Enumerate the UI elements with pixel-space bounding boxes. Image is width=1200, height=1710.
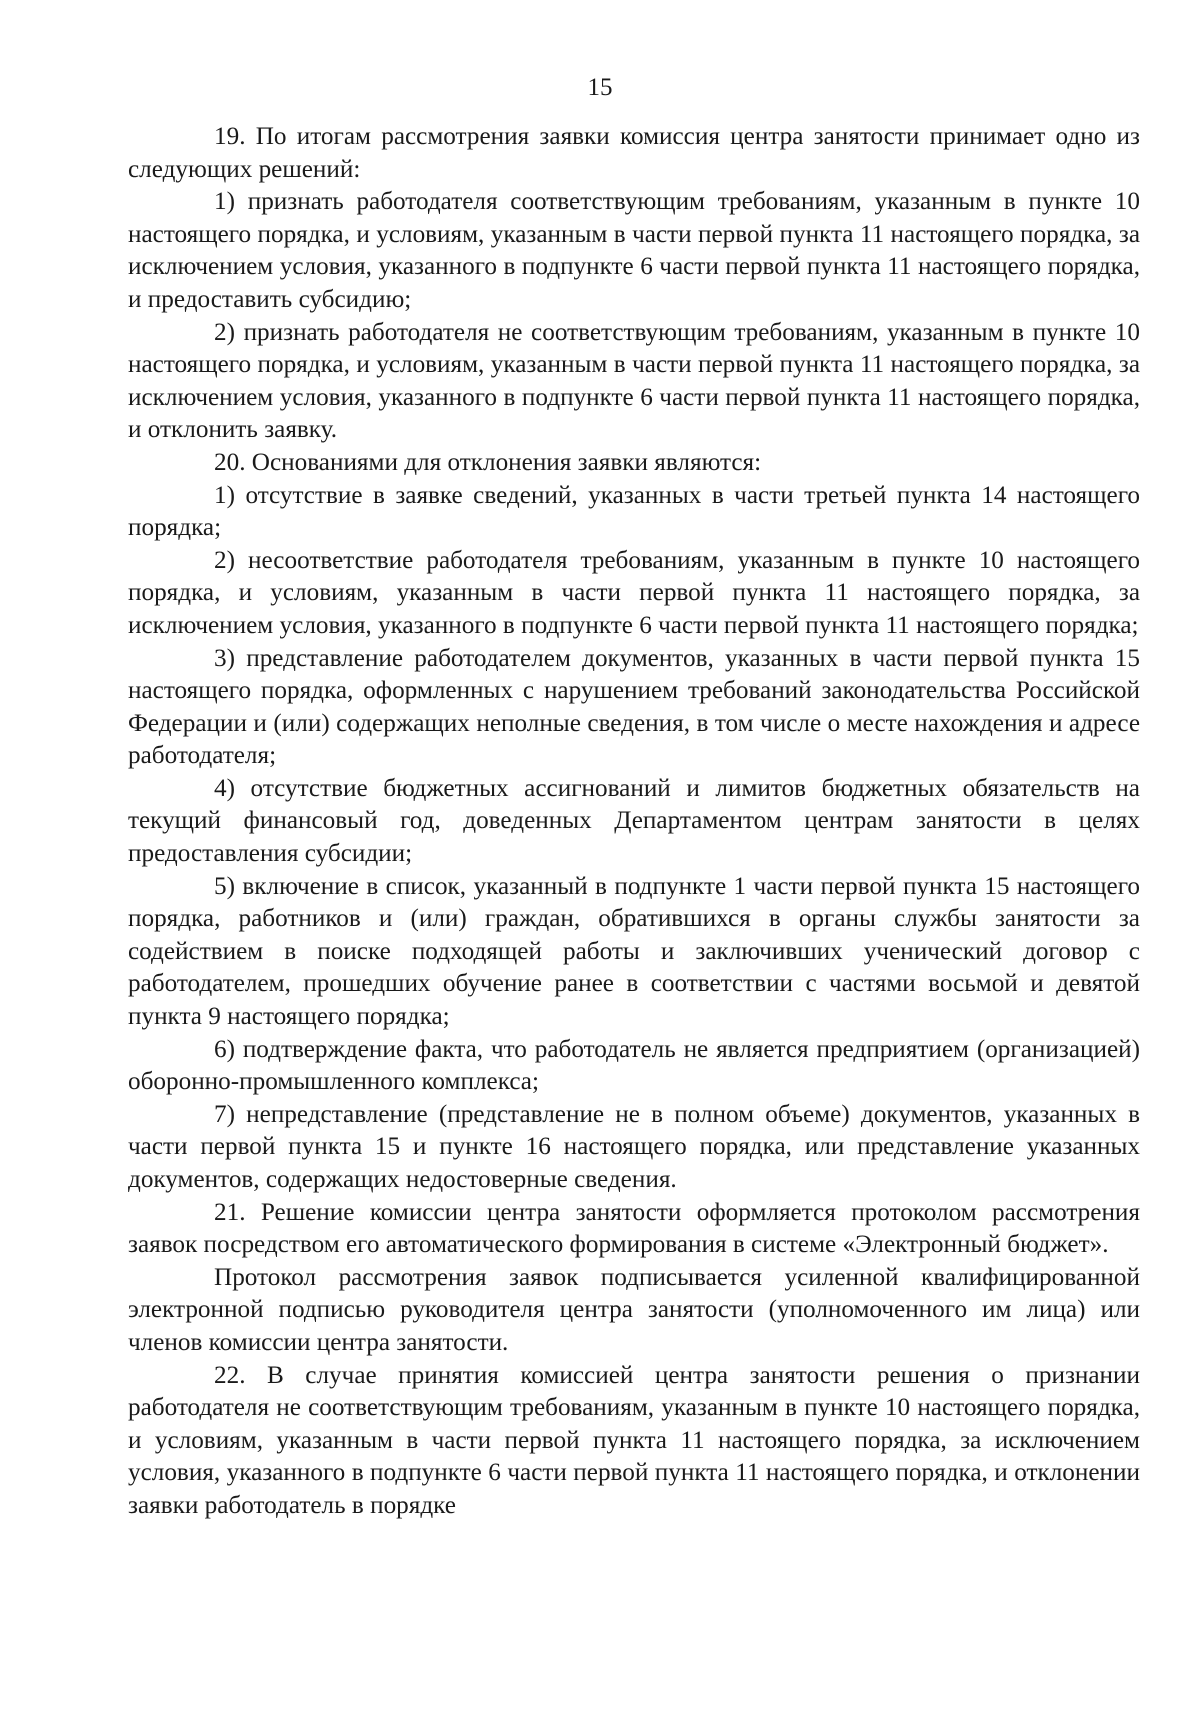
paragraph-20-item-5: 5) включение в список, указанный в подпункте 1 части первой пункта 15 настоящего порядка, работников и (или) граждан, обратившихся в органы службы занятости за содействием в поиске подходящей работы и заключивших ученический договор с работодателем, прошедших обучение ранее в соответствии с частями восьмой и девятой пункта 9 настоящего порядка;	[128, 872, 1140, 1031]
paragraph-20-item-3: 3) представление работодателем документов, указанных в части первой пункта 15 настоящего порядка, оформленных с нарушением требований законодательства Российской Федерации и (или) содержащих неполные сведения, в том числе о месте нахождения и адресе работодателя;	[128, 644, 1140, 770]
paragraph-19: 19. По итогам рассмотрения заявки комиссия центра занятости принимает одно из следующих решений:	[128, 123, 1140, 183]
paragraph-20-item-4: 4) отсутствие бюджетных ассигнований и лимитов бюджетных обязательств на текущий финансовый год, доведенных Департаментом центрам занятости в целях предоставления субсидии;	[128, 774, 1140, 868]
paragraph-21-protocol: Протокол рассмотрения заявок подписывается усиленной квалифицированной электронной подписью руководителя центра занятости (уполномоченного им лица) или членов комиссии центра занятости.	[128, 1263, 1140, 1356]
paragraph-22: 22. В случае принятия комиссией центра занятости решения о признании работодателя не соответствующим требованиям, указанным в пункте 10 настоящего порядка, и условиям, указанным в части первой пункта 11 настоящего порядка, за исключением условия, указанного в подпункте 6 части первой пункта 11 настоящего порядка, и отклонении заявки работодатель в порядке	[128, 1361, 1140, 1519]
paragraph-19-item-1: 1) признать работодателя соответствующим требованиям, указанным в пункте 10 настоящего порядка, и условиям, указанным в части первой пункта 11 настоящего порядка, за исключением условия, указанного в подпункте 6 части первой пункта 11 настоящего порядка, и предоставить субсидию;	[128, 188, 1140, 313]
paragraph-20: 20. Основаниями для отклонения заявки являются:	[214, 448, 762, 476]
paragraph-19-item-2: 2) признать работодателя не соответствующим требованиям, указанным в пункте 10 настоящего порядка, и условиям, указанным в части первой пункта 11 настоящего порядка, за исключением условия, указанного в подпункте 6 части первой пункта 11 настоящего порядка, и отклонить заявку.	[128, 318, 1140, 444]
document-body	[128, 121, 1140, 1523]
paragraph-20-item-2: 2) несоответствие работодателя требованиям, указанным в пункте 10 настоящего порядка, и условиям, указанным в части первой пункта 11 настоящего порядка, за исключением условия, указанного в подпункте 6 части первой пункта 11 настоящего порядка;	[128, 546, 1140, 639]
paragraph-20-item-6: 6) подтверждение факта, что работодатель не является предприятием (организацией) оборонно-промышленного комплекса;	[128, 1035, 1140, 1096]
paragraph-20-item-1: 1) отсутствие в заявке сведений, указанных в части третьей пункта 14 настоящего порядка;	[128, 481, 1140, 542]
paragraph-21: 21. Решение комиссии центра занятости оформляется протоколом рассмотрения заявок посредством его автоматического формирования в системе «Электронный бюджет».	[128, 1198, 1140, 1259]
paragraph-20-item-7: 7) непредставление (представление не в полном объеме) документов, указанных в части первой пункта 15 и пункте 16 настоящего порядка, или представление указанных документов, содержащих недостоверные сведения.	[128, 1100, 1140, 1193]
page-number: 15	[587, 74, 613, 101]
